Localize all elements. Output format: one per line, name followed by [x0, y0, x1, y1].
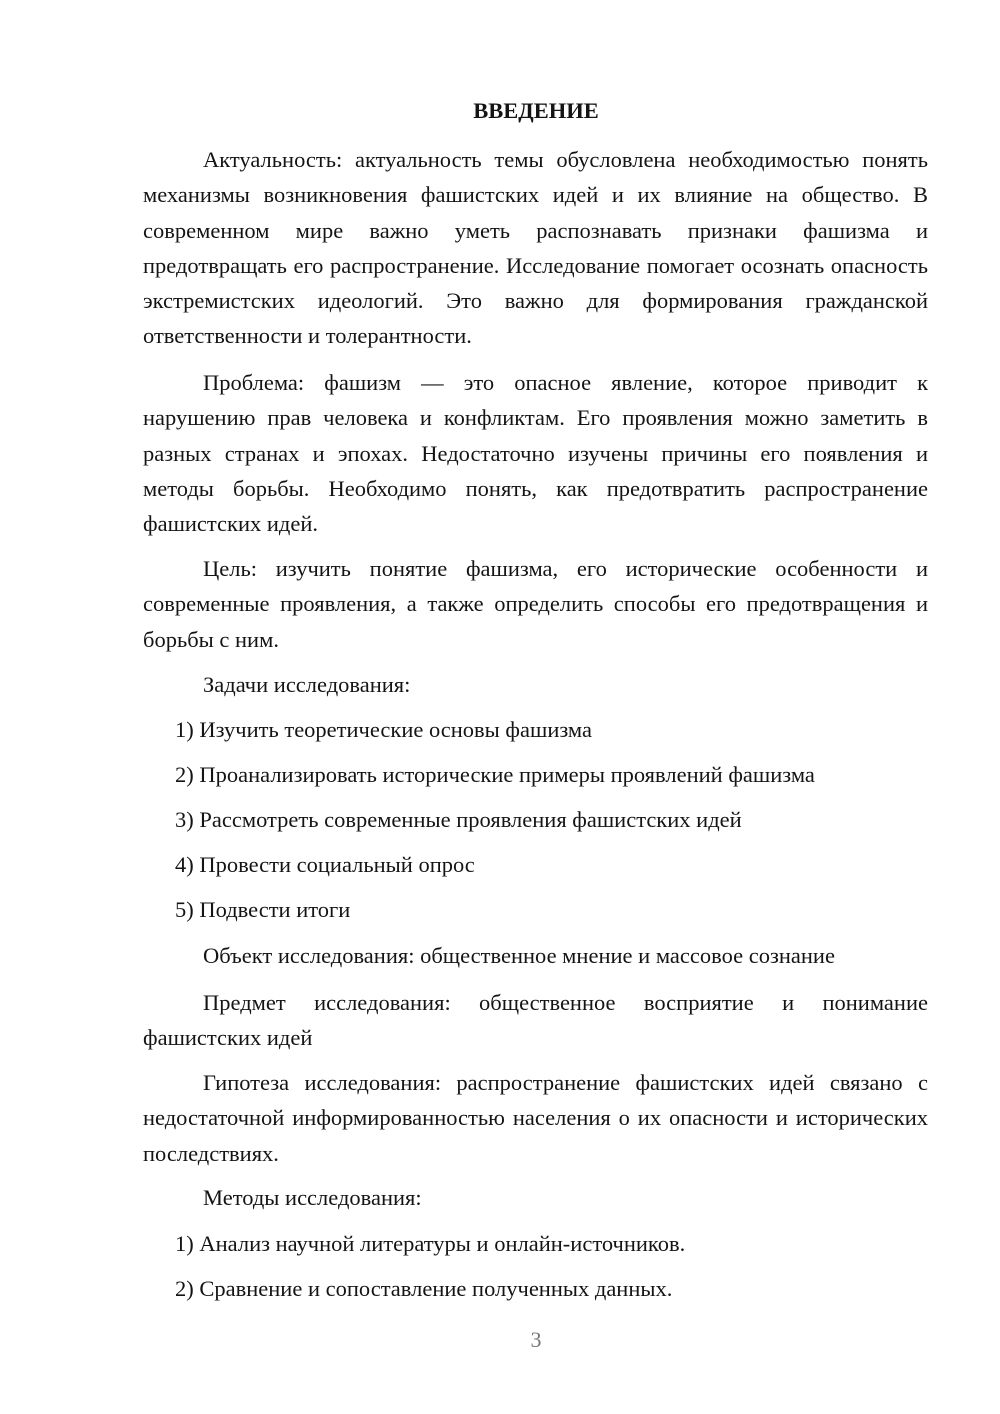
task-item: 1) Изучить теоретические основы фашизма: [175, 717, 592, 742]
task-item: 3) Рассмотреть современные проявления фашистских идей: [175, 807, 742, 832]
hypothesis-paragraph: Гипотеза исследования: распространение фашистских идей связано с недостаточной информированностью населения о их опасности и исторических последствиях.: [143, 1070, 928, 1166]
task-item: 4) Провести социальный опрос: [175, 852, 475, 877]
relevance-paragraph: Актуальность: актуальность темы обусловлена необходимостью понять механизмы возникновения фашистских идей и их влияние на общество. В современном мире важно уметь распознавать признаки фашизма и предотвращать его распространение. Исследование помогает осознать опасность экстремистских идеологий. Это важно для формирования гражданской ответственности и толерантности.: [143, 147, 928, 349]
section-title: ВВЕДЕНИЕ: [473, 98, 599, 123]
object-line: Объект исследования: общественное мнение и массовое сознание: [203, 943, 835, 968]
problem-paragraph: Проблема: фашизм — это опасное явление, которое приводит к нарушению прав человека и конфликтам. Его проявления можно заметить в разных странах и эпохах. Недостаточно изучены причины его появления и методы борьбы. Необходимо понять, как предотвратить распространение фашистских идей.: [143, 370, 928, 537]
task-item: 5) Подвести итоги: [175, 897, 351, 922]
method-item: 1) Анализ научной литературы и онлайн-источников.: [175, 1231, 686, 1256]
method-item: 2) Сравнение и сопоставление полученных данных.: [175, 1276, 673, 1301]
goal-paragraph: Цель: изучить понятие фашизма, его исторические особенности и современные проявления, а также определить способы его предотвращения и борьбы с ним.: [143, 556, 928, 652]
methods-heading: Методы исследования:: [203, 1185, 422, 1210]
task-item: 2) Проанализировать исторические примеры проявлений фашизма: [175, 762, 815, 787]
subject-paragraph: Предмет исследования: общественное восприятие и понимание фашистских идей: [143, 990, 928, 1051]
tasks-heading: Задачи исследования:: [203, 672, 411, 697]
page-number: 3: [530, 1327, 542, 1352]
